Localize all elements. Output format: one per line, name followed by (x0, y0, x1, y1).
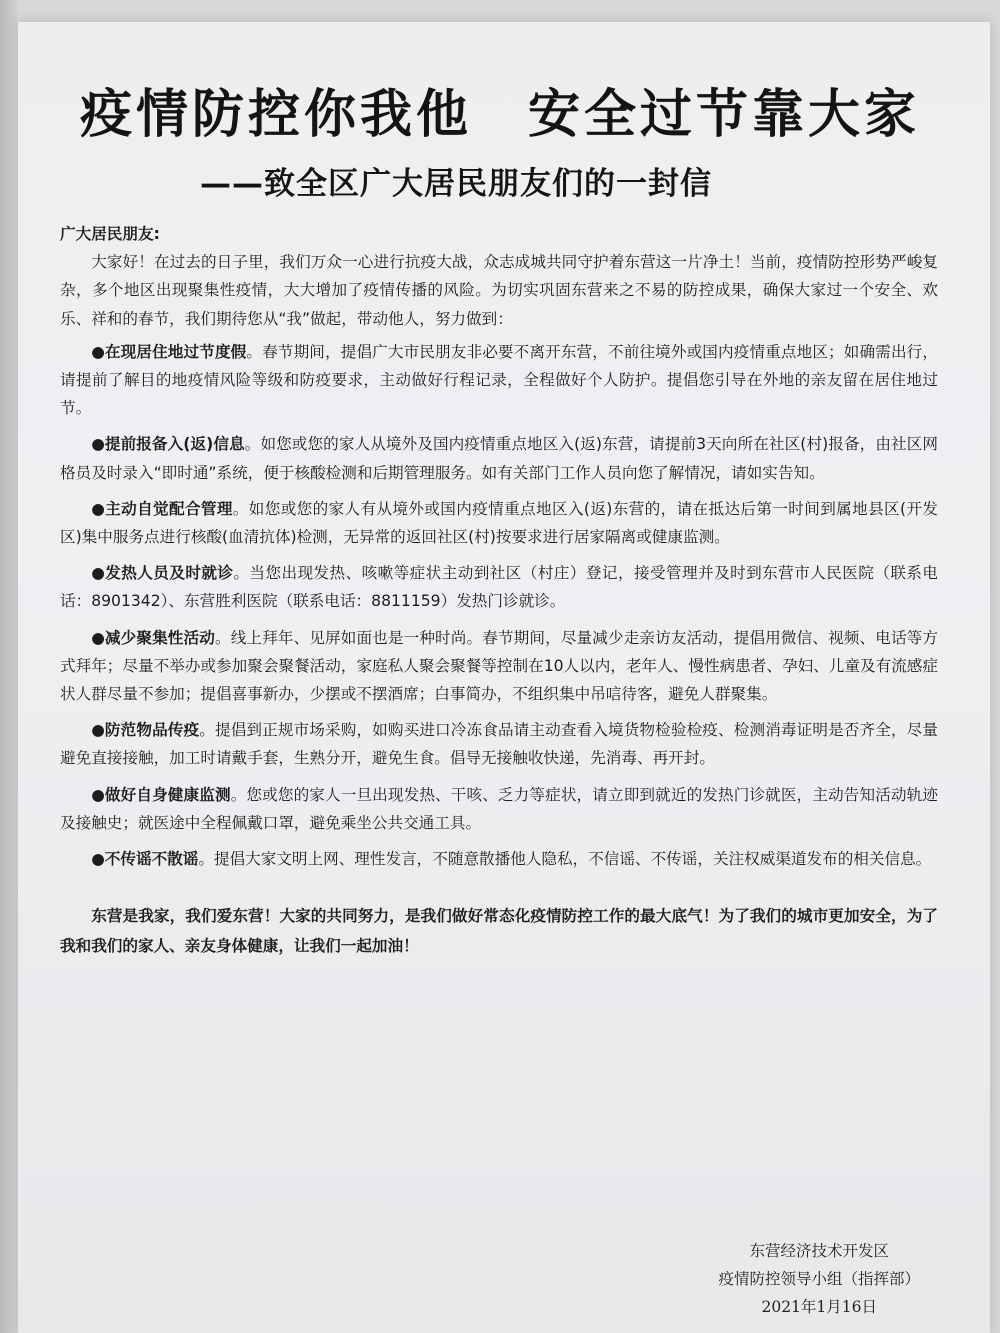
signature-org: 东营经济技术开发区 (749, 1242, 889, 1260)
item-text: 。当您出现发热、咳嗽等症状主动到社区（村庄）登记，接受管理并及时到东营市人民医院（联系电话：8901342）、东营胜利医院（联系电话：8811159）发热门诊就诊。 (60, 564, 938, 611)
list-item (60, 430, 938, 486)
item-heading: ●发热人员及时就诊 (91, 564, 234, 583)
salutation: 广大居民朋友: (60, 225, 160, 243)
item-text: 。线上拜年、见屏如面也是一种时尚。春节期间，尽量减少走亲访友活动，提倡用微信、视频、电话等方式拜年；尽量不举办或参加聚会聚餐活动，家庭私人聚会聚餐等控制在10人以内，老年人、慢性病患者、孕妇、儿童及有流感症状人群尽量不参加；提倡喜事新办，少摆或不摆酒席；白事简办，不组织集中吊唁待客，避免人群聚集。 (60, 628, 938, 704)
list-item (60, 338, 938, 423)
item-text: 。您或您的家人一旦出现发热、干咳、乏力等症状，请立即到就近的发热门诊就医，主动告知活动轨迹及接触史；就医途中全程佩戴口罩，避免乘坐公共交通工具。 (60, 785, 938, 832)
item-heading: ●不传谣不散谣 (91, 850, 199, 869)
list-item (60, 495, 938, 551)
page-title: 疫情防控你我他 安全过节靠大家 (79, 84, 920, 145)
item-heading: ●主动自觉配合管理 (91, 499, 233, 518)
item-heading: ●防范物品传疫 (91, 721, 200, 740)
list-item (60, 781, 938, 837)
item-text: 。提倡大家文明上网、理性发言，不随意散播他人隐私，不信谣、不传谣，关注权威渠道发布的相关信息。 (198, 850, 932, 869)
list-item (60, 624, 938, 709)
item-text: 。如您或您的家人有从境外或国内疫情重点地区入(返)东营的，请在抵达后第一时间到属地县区(开发区)集中服务点进行核酸(血清抗体)检测，无异常的返回社区(村)按要求进行居家隔离或健康监测。 (60, 499, 938, 547)
intro-paragraph: 大家好！在过去的日子里，我们万众一心进行抗疫大战，众志成城共同守护着东营这一片净土！当前，疫情防控形势严峻复杂，多个地区出现聚集性疫情，大大增加了疫情传播的风险。为切实巩固东营来之不易的防控成果，确保大家过一个安全、欢乐、祥和的春节，我们期待您从“我”做起，带动他人，努力做到： (60, 253, 938, 328)
item-text: 。提倡到正规市场采购，如购买进口冷冻食品请主动查看入境货物检验检疫、检测消毒证明是否齐全，尽量避免直接接触，加工时请戴手套，生熟分开，避免生食。倡导无接触收快递，先消毒、再开封。 (60, 721, 938, 768)
page-subtitle: ——致全区广大居民朋友们的一封信 (200, 166, 712, 202)
list-item (60, 559, 938, 615)
list-item (60, 845, 938, 873)
signature-org-sub: 疫情防控领导小组（指挥部） (718, 1270, 920, 1288)
signature-block (718, 1237, 920, 1321)
item-text: 。如您或您的家人从境外及国内疫情重点地区入(返)东营，请提前3天向所在社区(村)报备，由社区网格员及时录入“即时通”系统，便于核酸检测和后期管理服务。如有关部门工作人员向您了解情况，请如实告知。 (60, 435, 938, 482)
signature-date: 2021年1月16日 (761, 1298, 877, 1316)
list-item (60, 716, 938, 772)
item-heading: ●减少聚集性活动 (91, 628, 215, 647)
item-heading: ●在现居住地过节度假 (91, 342, 247, 361)
item-text: 。春节期间，提倡广大市民朋友非必要不离开东营，不前往境外或国内疫情重点地区；如确需出行，请提前了解目的地疫情风险等级和防疫要求，主动做好行程记录，全程做好个人防护。提倡您引导在外地的亲友留在居住地过节。 (60, 342, 938, 418)
closing-paragraph: 东营是我家，我们爱东营！大家的共同努力，是我们做好常态化疫情防控工作的最大底气！为了我们的城市更加安全，为了我和我们的家人、亲友身体健康，让我们一起加油！ (60, 907, 938, 956)
letter-body (60, 220, 938, 977)
item-heading: ●做好自身健康监测 (91, 785, 231, 804)
desk-background (0, 0, 18, 1333)
item-heading: ●提前报备入(返)信息 (91, 435, 245, 454)
